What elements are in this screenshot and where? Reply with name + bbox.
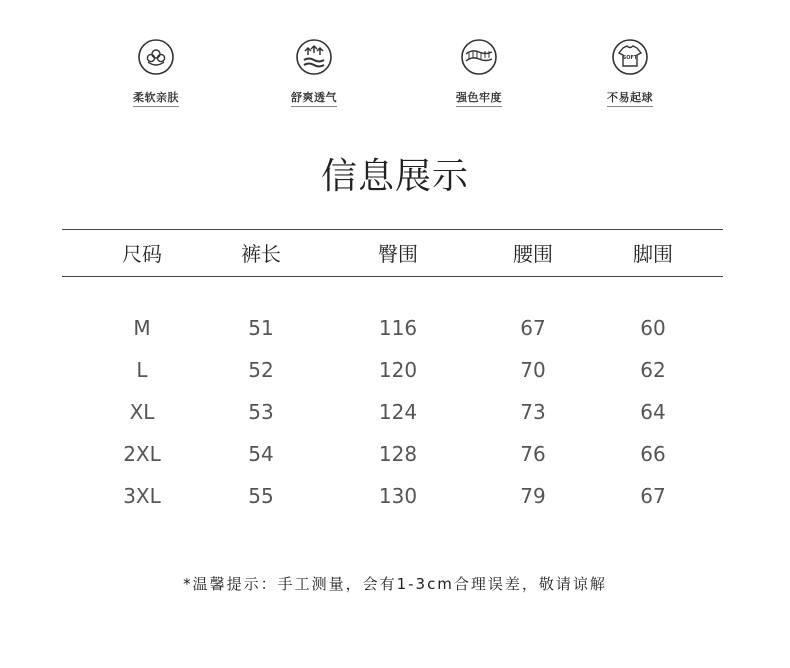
table-cell: 51 bbox=[248, 316, 274, 340]
soft-shirt-icon bbox=[611, 38, 649, 76]
header-leg-opening: 脚围 bbox=[633, 242, 673, 266]
table-row bbox=[0, 484, 790, 514]
table-cell: 55 bbox=[248, 484, 274, 508]
feature-icons bbox=[0, 38, 790, 108]
table-header-divider bbox=[62, 276, 723, 277]
feature-color-fastness bbox=[434, 38, 524, 107]
header-size: 尺码 bbox=[122, 242, 162, 266]
header-pants-length: 裤长 bbox=[241, 242, 281, 266]
cotton-icon bbox=[137, 38, 175, 76]
feature-label: 强色牢度 bbox=[456, 89, 502, 107]
table-cell: 124 bbox=[378, 400, 418, 424]
table-row bbox=[0, 358, 790, 388]
table-cell: 128 bbox=[378, 442, 418, 466]
feature-anti-pilling bbox=[585, 38, 675, 107]
table-cell: 52 bbox=[248, 358, 274, 382]
table-cell: 67 bbox=[640, 484, 666, 508]
table-top-divider bbox=[62, 229, 723, 230]
table-cell: 2XL bbox=[123, 442, 161, 466]
table-row bbox=[0, 316, 790, 346]
table-row bbox=[0, 442, 790, 472]
header-hip: 臀围 bbox=[378, 242, 418, 266]
table-cell: 60 bbox=[640, 316, 666, 340]
table-cell: 67 bbox=[520, 316, 546, 340]
table-cell: 54 bbox=[248, 442, 274, 466]
table-row bbox=[0, 400, 790, 430]
feature-soft-skin bbox=[111, 38, 201, 107]
feature-label: 柔软亲肤 bbox=[133, 89, 179, 107]
table-cell: 66 bbox=[640, 442, 666, 466]
table-cell: 70 bbox=[520, 358, 546, 382]
feature-label: 舒爽透气 bbox=[291, 89, 337, 107]
table-cell: 73 bbox=[520, 400, 546, 424]
table-cell: 64 bbox=[640, 400, 666, 424]
feature-breathable bbox=[269, 38, 359, 107]
table-cell: L bbox=[136, 358, 148, 382]
svg-text:SOFT: SOFT bbox=[622, 55, 638, 61]
table-cell: XL bbox=[129, 400, 155, 424]
table-cell: 79 bbox=[520, 484, 546, 508]
table-cell: 116 bbox=[378, 316, 418, 340]
table-cell: 76 bbox=[520, 442, 546, 466]
table-header bbox=[0, 238, 790, 268]
breathable-icon bbox=[295, 38, 333, 76]
table-cell: 62 bbox=[640, 358, 666, 382]
durable-fabric-icon bbox=[460, 38, 498, 76]
page-title: 信息展示 bbox=[320, 156, 469, 197]
table-cell: 120 bbox=[378, 358, 418, 382]
header-waist: 腰围 bbox=[513, 242, 553, 266]
table-cell: 3XL bbox=[123, 484, 161, 508]
table-cell: 53 bbox=[248, 400, 274, 424]
feature-label: 不易起球 bbox=[607, 89, 653, 107]
table-cell: 130 bbox=[378, 484, 418, 508]
table-cell: M bbox=[133, 316, 151, 340]
measurement-note: *温馨提示：手工测量，会有1-3cm合理误差，敬请谅解 bbox=[183, 575, 607, 593]
